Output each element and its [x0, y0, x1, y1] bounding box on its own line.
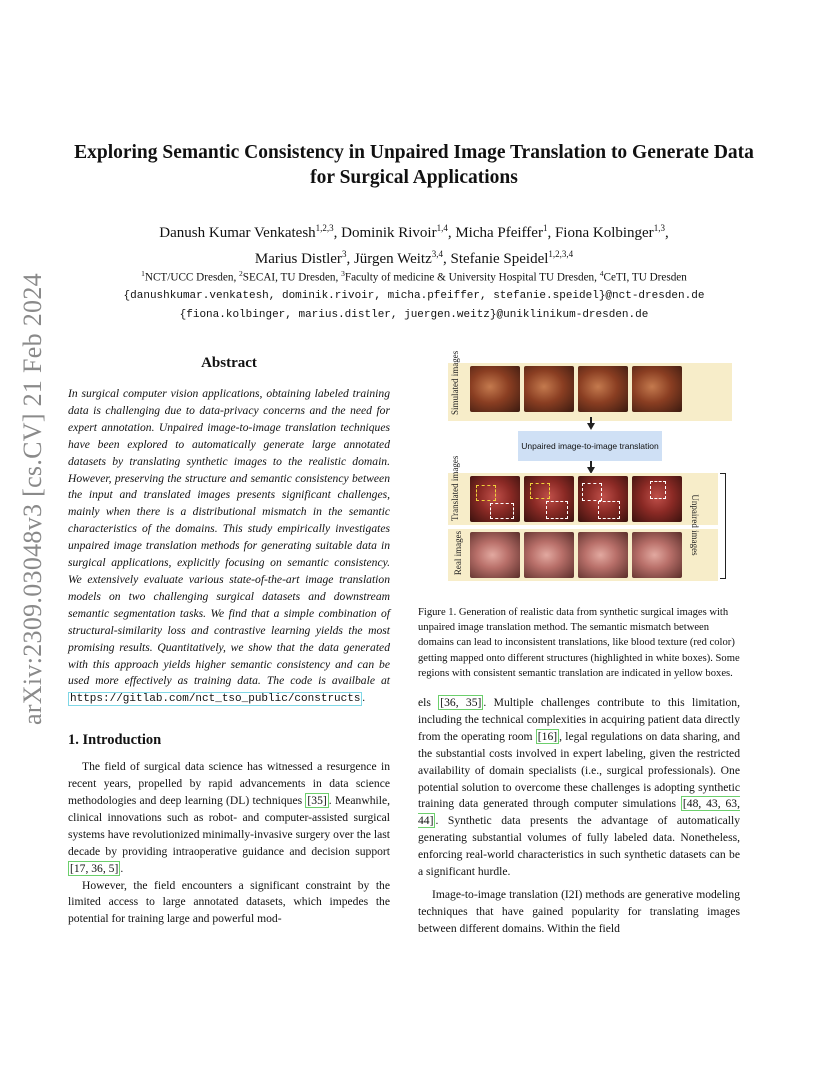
translation-box: Unpaired image-to-image translation [518, 431, 662, 461]
paper-title: Exploring Semantic Consistency in Unpaired Image Translation to Generate Data for Surgical Applications [74, 142, 754, 188]
author-name: Fiona Kolbinger [554, 225, 654, 241]
right-p1-text-b: , legal regulations on data sharing, and the substantial costs involved in expert labeling, given the restricted availability of domain specialists (i.e., surgical professionals). One potential solution to overcome these challenges is adopting synthetic training data generated through computer simulations [418, 729, 740, 811]
affiliation-text: NCT/UCC Dresden, [144, 271, 240, 284]
right-p1-pre: els [418, 696, 439, 710]
intro-p1-end: . [120, 861, 124, 875]
inconsistent-region-box [650, 481, 666, 499]
consistent-region-box [530, 483, 550, 499]
label-unpaired-images: Unpaired images [690, 494, 700, 556]
author-name: Marius Distler [254, 251, 342, 267]
intro-paragraph-2: However, the field encounters a significant constraint by the limited access to large annotated datasets, which impedes the potential for training large and powerful mod- [68, 878, 390, 926]
label-real-images: Real images [453, 530, 463, 576]
down-arrow-icon [587, 423, 595, 430]
author-name: Stefanie Speidel [450, 251, 549, 267]
author-name: Micha Pfeiffer [455, 225, 543, 241]
email-line-2: {fiona.kolbinger, marius.distler, juergen.weitz}@uniklinikum-dresden.de [179, 309, 649, 321]
label-simulated-images: Simulated images [450, 350, 460, 415]
author-name: Jürgen Weitz [353, 251, 432, 267]
author-affiliation-marker: 1,2,3 [315, 223, 334, 233]
affiliation-text: Faculty of medicine & University Hospital TU Dresden, [344, 271, 600, 284]
simulated-image-2 [524, 366, 574, 412]
arxiv-identifier: arXiv:2309.03048v3 [cs.CV] 21 Feb 2024 [18, 273, 47, 725]
author-name: Danush Kumar Venkatesh [159, 225, 316, 241]
affiliation-text: CeTI, TU Dresden [603, 271, 687, 284]
affiliation-marker: 2 [239, 269, 243, 278]
simulated-image-4 [632, 366, 682, 412]
intro-p1-text-a: The field of surgical data science has witnessed a resurgence in recent years, propelled by rapid advancements in data science methodologies and deep learning (DL) techniques [68, 760, 390, 808]
author-affiliation-marker: 3,4 [431, 249, 443, 259]
real-image-3 [578, 532, 628, 578]
figure-1-caption: Figure 1. Generation of realistic data from synthetic surgical images with unpaired image translation method. The semantic mismatch between domains can lead to inconsistent translations, like blood texture (red color) getting mapped onto different structures (highlighted in white boxes). Some regions with consistent semantic translation are indicated in yellow boxes. [418, 607, 740, 679]
intro-paragraph-1 [68, 759, 390, 877]
simulated-image-3 [578, 366, 628, 412]
citation-link[interactable]: [17, 36, 5] [70, 861, 119, 875]
affiliation-text: SECAI, TU Dresden, [242, 271, 342, 284]
right-paragraph-2: Image-to-image translation (I2I) methods are generative modeling techniques that have gained popularity for translating images between different domains. Within the field [418, 887, 740, 935]
abstract-text [68, 386, 390, 708]
author-affiliation-marker: 1 [542, 223, 548, 233]
right-paragraph-1 [418, 695, 740, 881]
citation-link[interactable]: [36, 35] [440, 696, 482, 710]
email-line-1: {danushkumar.venkatesh, dominik.rivoir, micha.pfeiffer, stefanie.speidel}@nct-dresden.de [123, 290, 705, 302]
simulated-image-1 [470, 366, 520, 412]
figure-1 [418, 350, 740, 595]
citation-link[interactable]: [16] [537, 729, 558, 743]
citation-link[interactable]: [48, 43, 63, 44] [418, 797, 740, 828]
consistent-region-box [476, 485, 496, 501]
abstract-end: . [362, 691, 366, 705]
real-image-1 [470, 532, 520, 578]
introduction-heading: 1. Introduction [68, 732, 162, 749]
abstract-body: In surgical computer vision applications, obtaining labeled training data is challenging due to data-privacy concerns and the need for expert annotation. Unpaired image-to-image translation techniques have been explored to automatically generate large annotated datasets by translating synthetic images to the realistic domain. However, preserving the structure and semantic consistency between the input and translated images presents significant challenges, mainly when there is a distributional mismatch in the semantic characteristics of the domains. This study empirically investigates unpaired image translation methods for generating suitable data in surgical applications, explicitly focusing on semantic consistency. We extensively evaluate various state-of-the-art image translation models on two challenging surgical datasets and downstream semantic segmentation tasks. We find that a simple combination of structural-similarity loss and contrastive learning yields the most promising results. Quantitatively, we show that the data generated with this approach yields higher semantic consistency and can be used more effectively as training data. The code is availbale at [68, 387, 390, 688]
left-column [68, 355, 390, 928]
code-repository-link[interactable]: https://gitlab.com/nct_tso_public/constructs [70, 693, 361, 706]
affiliation-marker: 1 [141, 269, 145, 278]
affiliation-marker: 4 [599, 269, 604, 278]
citation-link[interactable]: [35] [307, 794, 327, 808]
author-affiliation-marker: 1,2,3,4 [548, 249, 574, 259]
right-column [418, 350, 740, 938]
intro-p1-text-b: . Meanwhile, clinical innovations such as robot- and computer-assisted surgical systems have revolutionized minimally-invasive surgery over the last decade by providing intraoperative guidance and decision support [68, 794, 390, 858]
right-p1-text-c: . Synthetic data presents the advantage of automatically generating substantial volumes of fully labeled data. Nonetheless, enforcing real-world characteristics in such synthetic datasets can be a significant hurdle. [418, 814, 740, 879]
affiliations [60, 266, 768, 286]
author-emails [60, 287, 768, 325]
author-affiliation-marker: 1,3 [653, 223, 665, 233]
author-affiliation-marker: 1,4 [436, 223, 448, 233]
inconsistent-region-box [598, 501, 620, 519]
right-p1-text-a: . Multiple challenges contribute to this limitation, including the technical complexities in acquiring patient data directly from the operating room [418, 696, 740, 743]
inconsistent-region-box [490, 503, 514, 519]
inconsistent-region-box [582, 483, 602, 501]
unpaired-bracket [720, 473, 726, 579]
real-image-2 [524, 532, 574, 578]
abstract-heading: Abstract [201, 355, 257, 371]
label-translated-images: Translated images [450, 455, 460, 521]
author-affiliation-marker: 3 [341, 249, 347, 259]
author-list: Danush Kumar Venkatesh$^{1,2,3}$, Dominik Rivoir$^{1,4}$, Micha Pfeiffer$^1$, Fiona Kolbinger$^{1,3}$, Marius Distler$^3$, Jürgen Weitz$^{3,4}$, Stefanie Speidel$^{1,2,3,4}$ [159, 223, 669, 267]
real-image-4 [632, 532, 682, 578]
author-name: Dominik Rivoir [341, 225, 437, 241]
affiliation-marker: 3 [341, 269, 345, 278]
inconsistent-region-box [546, 501, 568, 519]
